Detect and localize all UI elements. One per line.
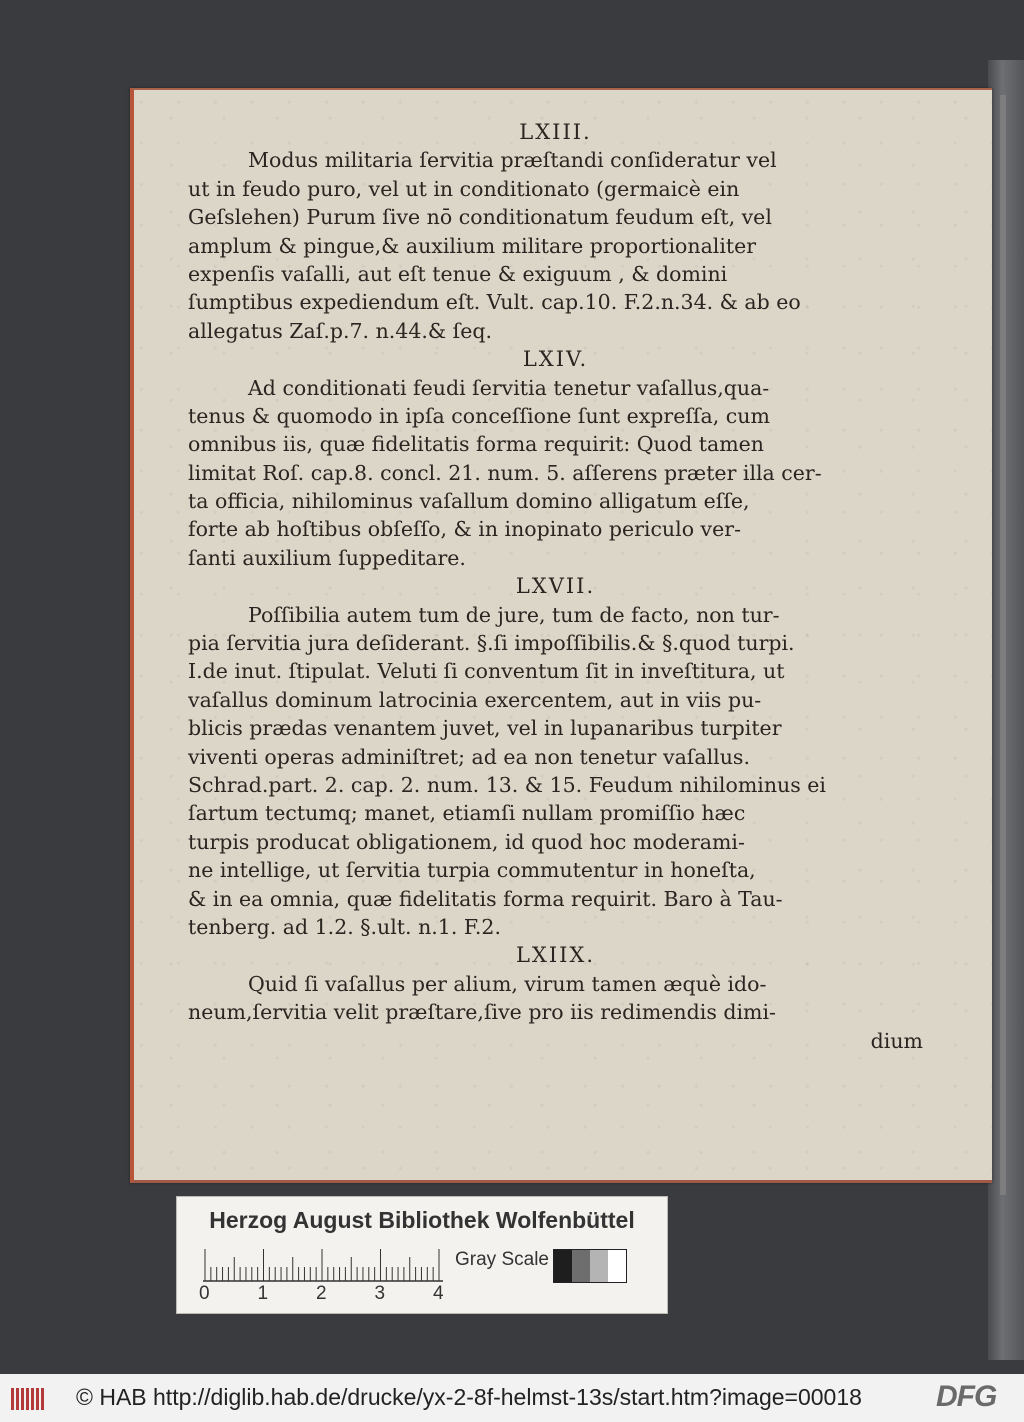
text-line: dium — [870, 1028, 923, 1053]
text-line: pia ſervitia jura deſiderant. §.ſi impoſſibilis.& §.quod turpi. — [188, 631, 795, 656]
page-text — [188, 118, 923, 1055]
section-heading: LXIV. — [522, 347, 589, 372]
section-heading: LXIIX. — [515, 943, 596, 968]
text-line: Poſſibilia autem tum de jure, tum de facto, non tur- — [248, 602, 780, 627]
gray-scale-strip — [553, 1249, 627, 1283]
gray-scale-label: Gray Scale — [455, 1249, 549, 1270]
ruler-scale — [203, 1247, 443, 1283]
footer-url[interactable]: © HAB http://diglib.hab.de/drucke/yx-2-8f-helmst-13s/start.htm?image=00018 — [76, 1384, 862, 1410]
text-line: omnibus iis, quæ fidelitatis forma requirit: Quod tamen — [188, 432, 764, 457]
text-line: ſartum tectumq; manet, etiamſi nullam promiſſio hæc — [188, 801, 746, 826]
text-line: blicis prædas venantem juvet, vel in lupanaribus turpiter — [188, 716, 782, 741]
text-line: tenus & quomodo in ipſa conceſſione ſunt expreſſa, cum — [188, 403, 770, 428]
text-line: ſumptibus expediendum eſt. Vult. cap.10. F.2.n.34. & ab eo — [188, 290, 801, 315]
ruler-number: 2 — [316, 1283, 327, 1304]
text-line: Quid ſi vaſallus per alium, virum tamen æquè ido- — [248, 971, 767, 996]
hab-logo-icon — [10, 1386, 46, 1412]
text-line: turpis producat obligationem, id quod hoc moderami- — [188, 829, 745, 854]
gray-swatch — [572, 1250, 590, 1282]
scan-board-edge — [988, 60, 1024, 1360]
text-line: Modus militaria ſervitia præſtandi conſideratur vel — [248, 148, 777, 173]
text-line: forte ab hoſtibus obſeſſo, & in inopinato periculo ver- — [188, 517, 741, 542]
text-line: Ad conditionati feudi ſervitia tenetur vaſallus,qua- — [248, 375, 770, 400]
text-line: vaſallus dominum latrocinia exercentem, aut in viis pu- — [188, 687, 762, 712]
text-line: amplum & pingue,& auxilium militare proportionaliter — [188, 233, 757, 258]
text-line: I.de inut. ſtipulat. Veluti ſi conventum ſit in inveſtitura, ut — [188, 659, 785, 684]
ruler-number: 0 — [199, 1283, 210, 1304]
gray-swatch — [608, 1250, 626, 1282]
section-heading: LXVII. — [515, 574, 596, 599]
ruler-numbers — [199, 1283, 499, 1305]
scan-board-highlight — [1000, 95, 1006, 1195]
text-line: ſanti auxilium ſuppeditare. — [188, 545, 466, 570]
text-line: expenſis vaſalli, aut eſt tenue & exiguum , & domini — [188, 261, 728, 286]
text-line: ut in feudo puro, vel ut in conditionato (germaicè ein — [188, 176, 740, 201]
text-line: neum,ſervitia velit præſtare,ſive pro iis redimendis dimi- — [188, 1000, 776, 1025]
text-line: & in ea omnia, quæ fidelitatis forma requirit. Baro à Tau- — [188, 886, 783, 911]
gray-swatch — [590, 1250, 608, 1282]
ruler-number: 4 — [433, 1283, 444, 1304]
footer-bar — [0, 1374, 1024, 1422]
text-line: tenberg. ad 1.2. §.ult. n.1. F.2. — [188, 914, 501, 939]
text-line: limitat Roſ. cap.8. concl. 21. num. 5. aſſerens præter illa cer- — [188, 460, 822, 485]
ruler-number: 1 — [257, 1283, 269, 1304]
library-label-card — [176, 1196, 668, 1314]
ruler-number: 3 — [374, 1283, 386, 1304]
text-line: allegatus Zaſ.p.7. n.44.& ſeq. — [188, 318, 493, 343]
library-name: Herzog August Bibliothek Wolfenbüttel — [209, 1207, 635, 1233]
text-line: viventi operas adminiſtret; ad ea non tenetur vaſallus. — [188, 744, 750, 769]
section-heading: LXIII. — [519, 120, 592, 144]
text-line: ne intellige, ut ſervitia turpia commutentur in honeſta, — [188, 858, 756, 883]
gray-swatch — [554, 1250, 572, 1282]
text-line: ta officia, nihilominus vaſallum domino alligatum eſſe, — [188, 489, 750, 514]
text-line: Geſslehen) Purum ſive nō conditionatum feudum eſt, vel — [188, 205, 772, 230]
dfg-logo: DFG — [936, 1380, 997, 1413]
text-line: Schrad.part. 2. cap. 2. num. 13. & 15. Feudum nihilominus ei — [188, 772, 826, 797]
